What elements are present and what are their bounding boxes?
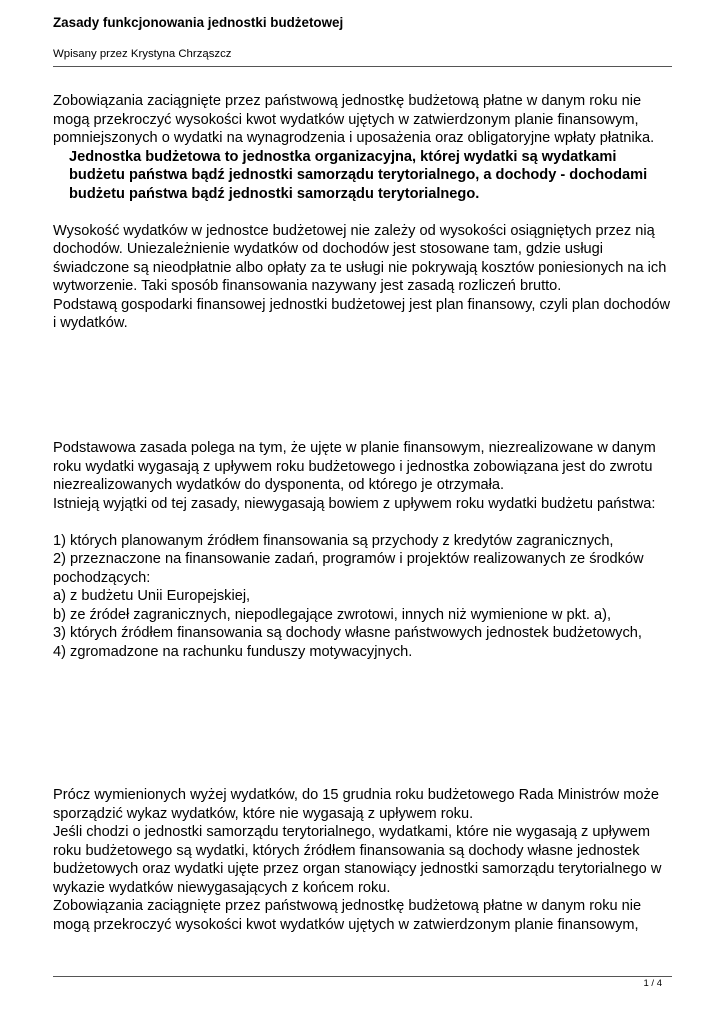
- author-line: Wpisany przez Krystyna Chrząszcz: [53, 48, 232, 60]
- footer-divider: [53, 976, 672, 977]
- section-1: [53, 92, 675, 333]
- paragraph-council: Prócz wymienionych wyżej wydatków, do 15 grudnia roku budżetowego Rada Ministrów może sporządzić wykaz wydatków, które nie wygasają z upływem roku.: [53, 787, 659, 822]
- list-item: a) z budżetu Unii Europejskiej,: [53, 588, 251, 604]
- page-header: [53, 14, 671, 60]
- document-title: Zasady funkcjonowania jednostki budżetowej: [53, 15, 344, 30]
- list-item: 1) których planowanym źródłem finansowania są przychody z kredytów zagranicznych,: [53, 532, 614, 549]
- paragraph-definition: Jednostka budżetowa to jednostka organizacyjna, której wydatki są wydatkami budżetu państwa bądź jednostki samorządu terytorialnego, a dochody - dochodami budżetu państwa bądź jednostki samorządu terytorialnego.: [69, 148, 648, 202]
- paragraph-obligations-repeat: Zobowiązania zaciągnięte przez państwową jednostkę budżetową płatne w danym roku nie mogą przekroczyć wysokości kwot wydatków ujętych w zatwierdzonym planie finansowym,: [53, 898, 642, 933]
- paragraph-exceptions: Istnieją wyjątki od tej zasady, niewygasają bowiem z upływem roku wydatki budżetu państwa:: [53, 495, 656, 512]
- section-3: [53, 786, 675, 934]
- paragraph-obligations: Zobowiązania zaciągnięte przez państwową jednostkę budżetową płatne w danym roku nie mogą przekroczyć wysokości kwot wydatków ujętych w zatwierdzonym planie finansowym, pomniejszonych o wydatki na wynagrodzenia i uposażenia oraz obligatoryjne wpłaty płatnika.: [53, 93, 655, 146]
- page-number: 1 / 4: [643, 978, 662, 989]
- list-item: 2) przeznaczone na finansowanie zadań, programów i projektów realizowanych ze środków pochodzących:: [53, 551, 644, 586]
- blank-line: [53, 203, 675, 222]
- header-divider: [53, 66, 672, 67]
- paragraph-local-government: Jeśli chodzi o jednostki samorządu terytorialnego, wydatkami, które nie wygasają z upływem roku budżetowego są wydatki, których źródłem finansowania są dochody własne jednostek budżetowych oraz wydatki ujęte przez organ stanowiący jednostki samorządu terytorialnego w wykazie wydatków niewygasających z końcem roku.: [53, 824, 662, 896]
- list-item: 4) zgromadzone na rachunku funduszy motywacyjnych.: [53, 643, 413, 660]
- list-item: b) ze źródeł zagranicznych, niepodlegające zwrotowi, innych niż wymienione w pkt. a),: [53, 606, 612, 623]
- section-2: [53, 439, 675, 661]
- blank-line: [53, 513, 675, 532]
- paragraph-financial-plan: Podstawą gospodarki finansowej jednostki budżetowej jest plan finansowy, czyli plan dochodów i wydatków.: [53, 296, 671, 331]
- list-item: 3) których źródłem finansowania są dochody własne państwowych jednostek budżetowych,: [53, 625, 642, 641]
- paragraph-expenditure: Wysokość wydatków w jednostce budżetowej nie zależy od wysokości osiągniętych przez nią dochodów. Uniezależnienie wydatków od dochodów jest stosowane tam, gdzie usługi świadczone są nieodpłatnie albo opłaty za te usługi nie pokrywają kosztów poniesionych na ich wytworzenie. Taki sposób finansowania nazywany jest zasadą rozliczeń brutto.: [53, 222, 667, 294]
- paragraph-basic-rule: Podstawowa zasada polega na tym, że ujęte w planie finansowym, niezrealizowane w danym roku wydatki wygasają z upływem roku budżetowego i jednostka zobowiązana jest do zwrotu niezrealizowanych wydatków do dysponenta, od którego je otrzymała.: [53, 440, 656, 493]
